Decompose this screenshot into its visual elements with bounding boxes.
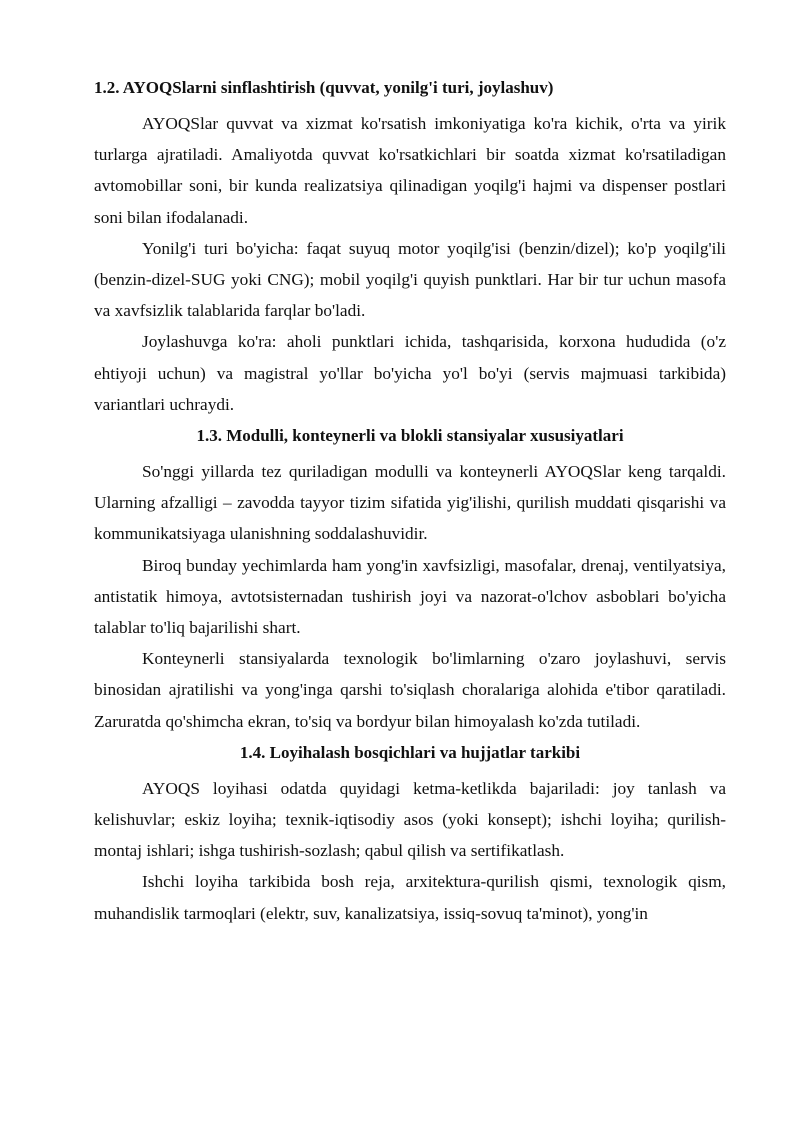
section-heading-1-2: 1.2. AYOQSlarni sinflashtirish (quvvat, yonilg'i turi, joylashuv) <box>94 78 554 97</box>
paragraph: Konteynerli stansiyalarda texnologik bo'limlarning o'zaro joylashuvi, servis binosidan ajratilishi va yong'inga qarshi to'siqlash choralariga alohida e'tibor qaratiladi. Zaruratda qo'shimcha ekran, to'siq va bordyur bilan himoyalash ko'zda tutiladi. <box>94 649 726 731</box>
paragraph: AYOQSlar quvvat va xizmat ko'rsatish imkoniyatiga ko'ra kichik, o'rta va yirik turlarga ajratiladi. Amaliyotda quvvat ko'rsatkichlari bir soatda xizmat ko'rsatiladigan avtomobillar soni, bir kunda realizatsiya qilinadigan yoqilg'i hajmi va dispenser postlari soni bilan ifodalanadi. <box>94 114 726 227</box>
paragraph: Ishchi loyiha tarkibida bosh reja, arxitektura-qurilish qismi, texnologik qism, muhandislik tarmoqlari (elektr, suv, kanalizatsiya, issiq-sovuq ta'minot), yong'in <box>94 872 726 923</box>
section-heading-1-3: 1.3. Modulli, konteynerli va blokli stansiyalar xususiyatlari <box>196 426 624 446</box>
paragraph: AYOQS loyihasi odatda quyidagi ketma-ketlikda bajariladi: joy tanlash va kelishuvlar; eskiz loyiha; texnik-iqtisodiy asos (yoki konsept); ishchi loyiha; qurilish-montaj ishlari; ishga tushirish-sozlash; qabul qilish va sertifikatlash. <box>94 778 726 861</box>
paragraph: Biroq bunday yechimlarda ham yong'in xavfsizligi, masofalar, drenaj, ventilyatsiya, antistatik himoya, avtotsisternadan tushirish joyi va nazorat-o'lchov asboblari bo'yicha talablar to'liq bajarilishi shart. <box>94 555 726 638</box>
paragraph: So'nggi yillarda tez quriladigan modulli va konteynerli AYOQSlar keng tarqaldi. Ularning afzalligi – zavodda tayyor tizim sifatida yig'ilishi, qurilish muddati qisqarishi va kommunikatsiyaga ulanishning soddalashuvidir. <box>94 462 726 544</box>
section-heading-1-4: 1.4. Loyihalash bosqichlari va hujjatlar tarkibi <box>239 742 581 762</box>
paragraph: Joylashuvga ko'ra: aholi punktlari ichida, tashqarisida, korxona hududida (o'z ehtiyoji uchun) va magistral yo'llar bo'yicha yo'l bo'yi (servis majmuasi tarkibida) variantlari uchraydi. <box>94 332 726 414</box>
document-page <box>94 72 726 929</box>
paragraph: Yonilg'i turi bo'yicha: faqat suyuq motor yoqilg'isi (benzin/dizel); ko'p yoqilg'ili (benzin-dizel-SUG yoki CNG); mobil yoqilg'i quyish punktlari. Har bir tur uchun masofa va xavfsizlik talablarida farqlar bo'ladi. <box>94 238 726 321</box>
